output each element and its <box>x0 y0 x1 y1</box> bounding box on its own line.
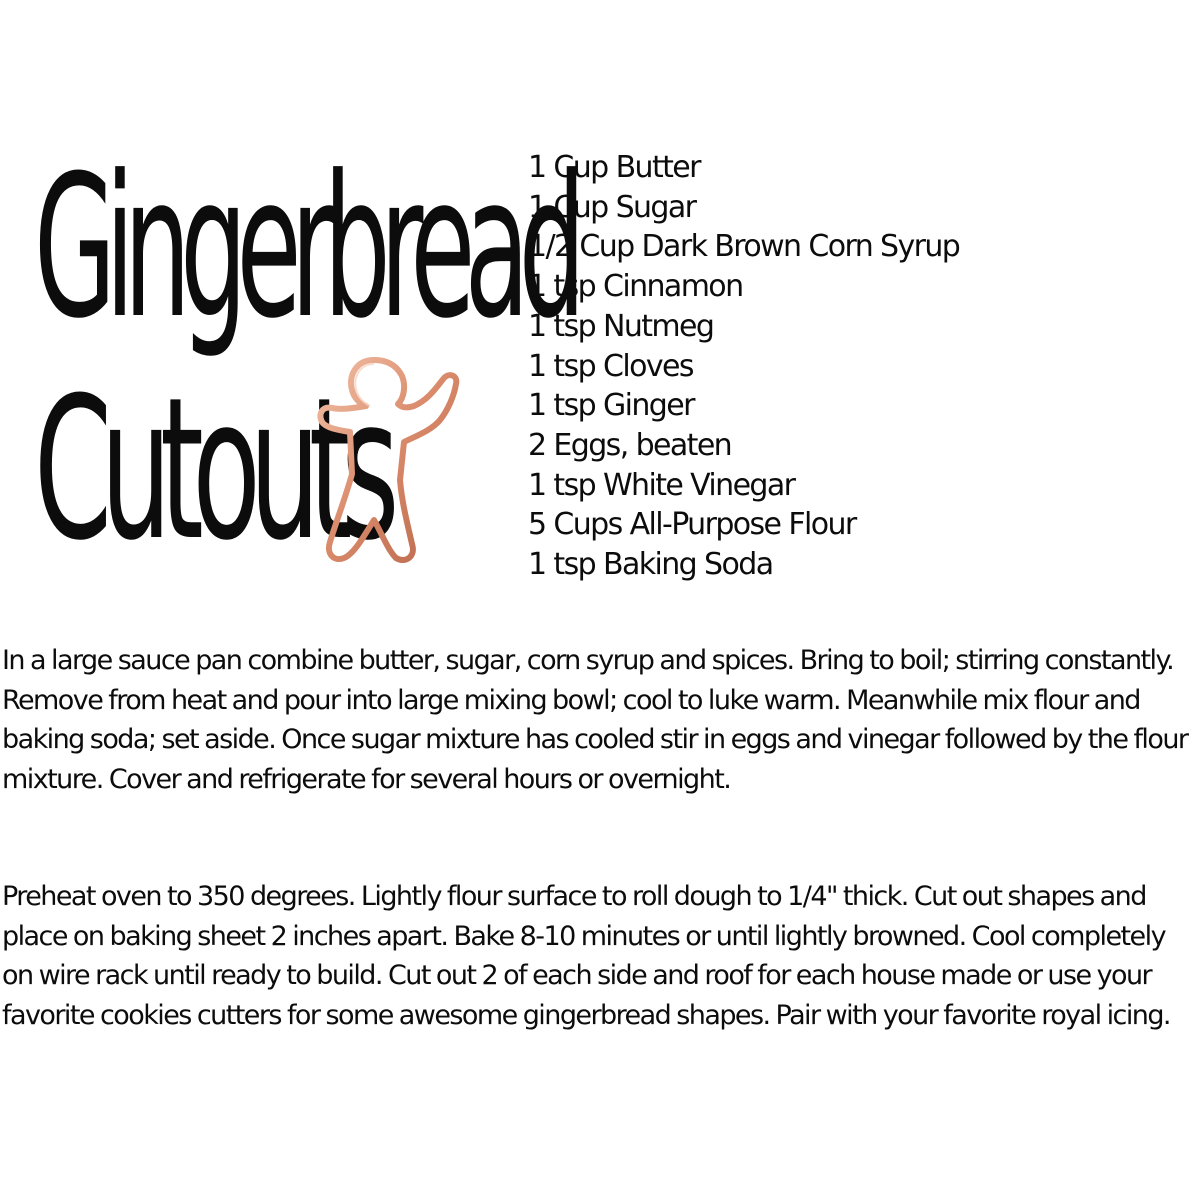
gingerbread-man-cookie-cutter-icon <box>316 356 466 566</box>
ingredient-item: 1 Cup Butter <box>528 150 700 185</box>
title-line-cutouts: Cutouts <box>34 356 388 584</box>
ingredient-item: 1 tsp Cloves <box>528 348 693 384</box>
ingredient-item: 1 tsp Baking Soda <box>528 547 773 583</box>
ingredient-item: 1 tsp Ginger <box>528 388 694 424</box>
title-line-gingerbread: Gingerbread <box>34 134 576 362</box>
ingredient-list <box>528 148 959 585</box>
instructions-paragraph-mixing: In a large sauce pan combine butter, sugar, corn syrup and spices. Bring to boil; stirring constantly. Remove from heat and pour into large mixing bowl; cool to luke warm. Meanwhile mix flour and baking soda; set aside. Once sugar mixture has cooled stir in eggs and vinegar followed by the flour mixture. Cover and refrigerate for several hours or overnight. <box>2 645 1188 795</box>
ingredient-item: 1 Cup Sugar <box>528 189 696 225</box>
ingredient-item: 1 tsp Nutmeg <box>528 308 714 344</box>
ingredient-item: 1/2 Cup Dark Brown Corn Syrup <box>528 229 960 265</box>
ingredient-item: 1 tsp Cinnamon <box>528 269 743 305</box>
ingredient-item: 5 Cups All-Purpose Flour <box>528 507 856 543</box>
ingredient-item: 1 tsp White Vinegar <box>528 467 795 503</box>
instructions-paragraph-baking: Preheat oven to 350 degrees. Lightly flour surface to roll dough to 1/4" thick. Cut out shapes and place on baking sheet 2 inches apart. Bake 8-10 minutes or until lightly browned. Cool completely on wire rack until ready to build. Cut out 2 of each side and roof for each house made or use your favorite cookies cutters for some awesome gingerbread shapes. Pair with your favorite royal icing. <box>2 881 1170 1031</box>
ingredient-item: 2 Eggs, beaten <box>528 427 732 463</box>
